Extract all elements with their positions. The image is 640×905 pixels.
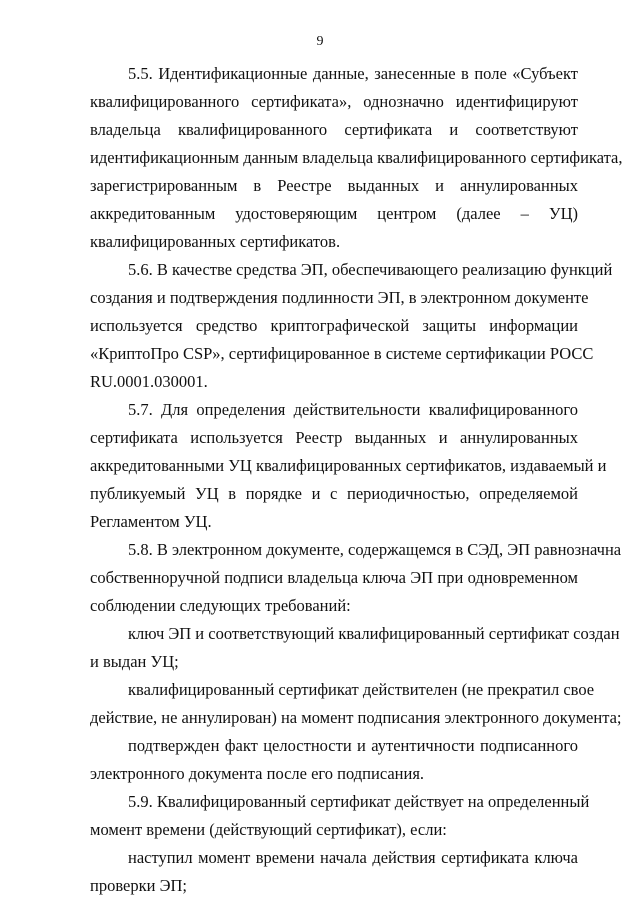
text-line: ключ ЭП и соответствующий квалифицированный сертификат создан	[128, 624, 620, 643]
text-line: 5.5. Идентификационные данные, занесенные в поле «Субъект	[128, 64, 578, 83]
text-line: квалифицированных сертификатов.	[90, 232, 341, 251]
text-line: подтвержден факт целостности и аутентичности подписанного	[128, 736, 578, 755]
text-line: RU.0001.030001.	[90, 372, 208, 391]
text-line: электронного документа после его подписания.	[90, 764, 425, 783]
text-line: аккредитованными УЦ квалифицированных сертификатов, издаваемый и	[90, 456, 607, 475]
text-line: сертификата используется Реестр выданных и аннулированных	[90, 428, 578, 447]
text-line: наступил момент времени начала действия сертификата ключа	[128, 848, 578, 867]
text-line: 5.9. Квалифицированный сертификат действует на определенный	[128, 792, 590, 811]
text-line: «КриптоПро CSP», сертифицированное в системе сертификации РОСС	[90, 344, 594, 363]
text-line: владельца квалифицированного сертификата и соответствуют	[90, 120, 578, 139]
text-line: зарегистрированным в Реестре выданных и аннулированных	[90, 176, 578, 195]
text-line: используется средство криптографической защиты информации	[90, 316, 578, 335]
text-line: квалифицированный сертификат действителен (не прекратил свое	[128, 680, 595, 699]
text-line: публикуемый УЦ в порядке и с периодичностью, определяемой	[90, 484, 578, 503]
text-line: квалифицированного сертификата», однозначно идентифицируют	[90, 92, 578, 111]
text-line: Регламентом УЦ.	[90, 512, 212, 531]
text-line: 5.8. В электронном документе, содержащемся в СЭД, ЭП равнозначна	[128, 540, 622, 559]
text-line: момент времени (действующий сертификат), если:	[90, 820, 447, 839]
text-line: 5.6. В качестве средства ЭП, обеспечивающего реализацию функций	[128, 260, 613, 279]
text-line: действие, не аннулирован) на момент подписания электронного документа;	[90, 708, 622, 727]
text-line: собственноручной подписи владельца ключа ЭП при одновременном	[90, 568, 578, 587]
page-number: 9	[316, 34, 324, 49]
text-line: и выдан УЦ;	[90, 652, 179, 671]
text-line: идентификационным данным владельца квалифицированного сертификата,	[90, 148, 623, 167]
text-line: 5.7. Для определения действительности квалифицированного	[128, 400, 578, 419]
text-line: создания и подтверждения подлинности ЭП, в электронном документе	[90, 288, 589, 307]
text-line: аккредитованным удостоверяющим центром (далее – УЦ)	[90, 204, 578, 223]
text-line: проверки ЭП;	[90, 876, 187, 895]
text-line: соблюдении следующих требований:	[90, 596, 351, 615]
